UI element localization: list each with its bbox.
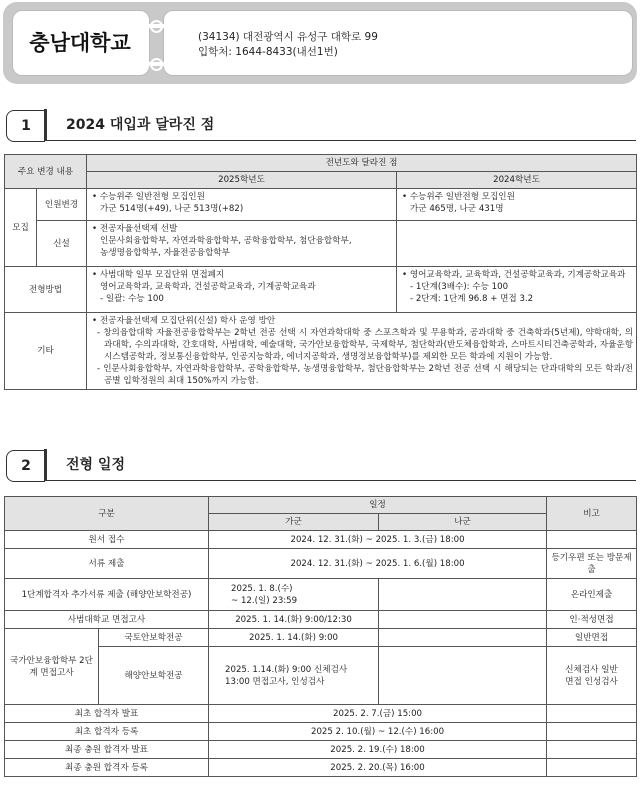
row-label: 1단계합격자 추가서류 제출 (해양안보학전공) [5, 579, 209, 611]
row-date-na [379, 629, 547, 647]
row-note [547, 705, 637, 723]
row-date: 2025. 2. 19.(수) 18:00 [209, 741, 547, 759]
row-label: 최종 충원 합격자 발표 [5, 741, 209, 759]
header-gubun: 구분 [5, 497, 209, 531]
binder-link [146, 62, 168, 66]
row-date-na [379, 611, 547, 629]
row-note: 온라인제출 [547, 579, 637, 611]
sinseol-2025: • 전공자율선택제 선발 인문사회융합학부, 자연과학융합학부, 공학융합학부, 첨단융합학부, 농생명융합학부, 자율전공융합학부 [87, 221, 397, 267]
jeonhyeong-2025: • 사범대학 일부 모집단위 면접폐지 영어교육학과, 교육학과, 건설공학교육과, 기계공학교육과 - 일괄: 수능 100 [87, 267, 397, 313]
section-number: 1 [6, 110, 45, 142]
jeonhyeong-2024: • 영어교육학과, 교육학과, 건설공학교육과, 기계공학교육과 - 1단계(3배수): 수능 100 - 2단계: 1단계 96.8 + 면접 3.2 [397, 267, 637, 313]
row-note [547, 741, 637, 759]
row-label: 최초 합격자 발표 [5, 705, 209, 723]
header-main: 주요 변경 내용 [5, 155, 87, 189]
row-gita: 기타 [5, 313, 87, 390]
gita-content: • 전공자율선택제 모집단위(신설) 학사 운영 방안 - 창의융합대학 자율전공융합학부는 2학년 전공 선택 시 자연과학대학 중 스포츠학과 및 무용학과, 공과대학 중 건축학과(5년제), 약학대학, 의과대학, 수의과대학, 간호대학, 사범대학, 예술대학, 국가안보융합학부, 국제학부, 첨단학과(반도체융합학과, 스마트시티건축공학과, 자율운항시스템공학과, 정보통신융합학부, 인공지능학과, 에너지공학과, 생명정보융합학부)를 제외한 모든 학과에 지원이 가능함. - 인문사회융합학부, 자연과학융합학부, 공학융합학부, 농생명융합학부, 첨단융합학부는 2학년 전공 선택 시 해당되는 단과대학의 모든 학과/전공별 입학정원의 최대 150%까지 가능함. [87, 313, 637, 390]
row-date-ga: 2025. 1. 8.(수) ~ 12.(일) 23:59 [209, 579, 379, 611]
section-number: 2 [6, 450, 45, 482]
sub-label: 국토안보학전공 [99, 629, 209, 647]
row-date-na [379, 647, 547, 705]
header-ilsang: 일정 [209, 497, 547, 514]
row-label: 서류 제출 [5, 549, 209, 579]
header-na: 나군 [379, 514, 547, 531]
row-date: 2025 2. 10.(월) ~ 12.(수) 16:00 [209, 723, 547, 741]
row-date: 2025. 1. 14.(화) 9:00/12:30 [209, 611, 379, 629]
row-jeonhyeong: 전형방법 [5, 267, 87, 313]
changes-table [4, 154, 637, 390]
row-note [547, 531, 637, 549]
row-date: 2024. 12. 31.(화) ~ 2025. 1. 3.(금) 18:00 [209, 531, 547, 549]
sub-date: 2025. 1.14.(화) 9:00 신체검사 13:00 면접고사, 인성검사 [209, 647, 379, 705]
address-block [198, 30, 378, 60]
row-note: 등기우편 또는 방문제출 [547, 549, 637, 579]
row-note [547, 759, 637, 777]
row-label: 원서 접수 [5, 531, 209, 549]
university-name: 충남대학교 [29, 31, 131, 55]
section-title: 전형 일정 [66, 457, 125, 473]
row-mojip: 모집 [5, 189, 37, 267]
header-ga: 가군 [209, 514, 379, 531]
sub-note: 일반면접 [547, 629, 637, 647]
row-label: 최초 합격자 등록 [5, 723, 209, 741]
row-label: 사범대학교 면접고사 [5, 611, 209, 629]
address-text: (34134) 대전광역시 유성구 대학로 99 [198, 31, 378, 43]
row-label: 국가안보융합학부 2단계 면접고사 [5, 629, 99, 705]
sub-label: 해양안보학전공 [99, 647, 209, 705]
header-bigo: 비고 [547, 497, 637, 531]
row-date: 2025. 2. 20.(목) 16:00 [209, 759, 547, 777]
header-2025: 2025학년도 [87, 172, 397, 189]
schedule-table [4, 496, 637, 777]
binder-link [146, 24, 168, 28]
sub-date: 2025. 1. 14.(화) 9:00 [209, 629, 379, 647]
section-title: 2024 대입과 달라진 점 [66, 117, 215, 133]
header-2024: 2024학년도 [397, 172, 637, 189]
header-diff: 전년도와 달라진 점 [87, 155, 637, 172]
contact-text: 입학처: 1644-8433(내선1번) [198, 46, 338, 58]
row-label: 최종 충원 합격자 등록 [5, 759, 209, 777]
inwon-2024: • 수능위주 일반전형 모집인원 가군 465명, 나군 431명 [397, 189, 637, 221]
row-note [547, 723, 637, 741]
section-divider [44, 449, 47, 481]
row-inwon: 인원변경 [37, 189, 87, 221]
row-date: 2025. 2. 7.(금) 15:00 [209, 705, 547, 723]
row-date: 2024. 12. 31.(화) ~ 2025. 1. 6.(월) 18:00 [209, 549, 547, 579]
inwon-2025: • 수능위주 일반전형 모집인원 가군 514명(+49), 나군 513명(+82) [87, 189, 397, 221]
section-divider [44, 109, 47, 141]
section-underline [47, 480, 636, 481]
sinseol-2024 [397, 221, 637, 267]
row-note: 인·적성면접 [547, 611, 637, 629]
sub-note: 신체검사 일반면접 인성검사 [547, 647, 637, 705]
section-underline [47, 140, 636, 141]
row-sinseol: 신설 [37, 221, 87, 267]
row-date-na [379, 579, 547, 611]
